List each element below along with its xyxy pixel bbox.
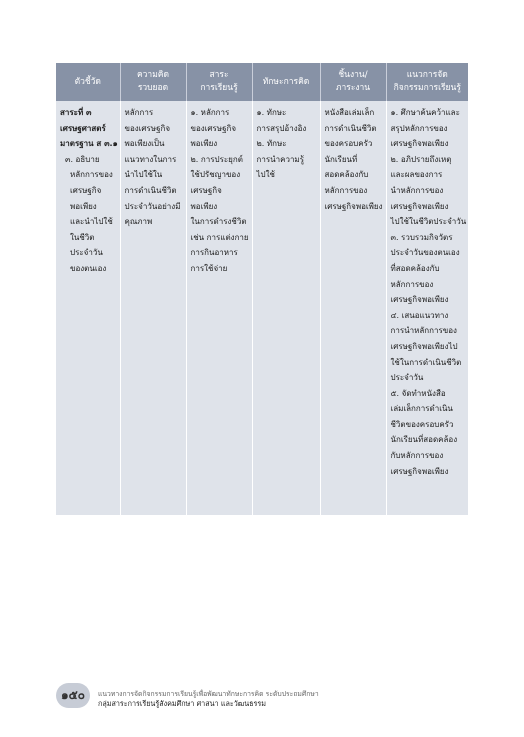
table-header-row (56, 63, 468, 101)
cell-line: ในการดำรงชีวิต (190, 217, 247, 227)
cell-line: นักเรียนที่สอดคล้อง (390, 435, 458, 445)
cell-workpiece (320, 101, 386, 515)
cell-line: นำไปใช้ใน (124, 170, 163, 180)
header-thinking-skill (252, 63, 320, 101)
cell-line: การดำเนินชีวิต (124, 185, 177, 195)
cell-line: พอเพียง (70, 201, 97, 211)
cell-line: ของตนเอง (70, 263, 107, 273)
cell-line: ประจำวันของตนเอง (390, 248, 460, 258)
cell-line: หลักการ (124, 108, 154, 117)
cell-line: การนำหลักการของ (390, 326, 457, 336)
cell-line: และผลของการ (390, 170, 443, 180)
cell-line: หลักการของ (324, 185, 368, 195)
cell-line: ๑. หลักการ (190, 108, 230, 117)
header-workpiece-line: ชิ้นงาน/ (338, 70, 368, 80)
cell-line: เศรษฐศาสตร์ (60, 123, 106, 133)
cell-line: เศรษฐกิจ (70, 185, 102, 195)
cell-line: เศรษฐกิจพอเพียง (324, 201, 383, 211)
cell-line: ๑. ทักษะ (256, 108, 287, 117)
cell-line: ใช้ปรัชญาของ (190, 170, 241, 180)
header-content-line: สาระ (209, 70, 229, 80)
header-activities-line: แนวการจัด (406, 70, 448, 80)
header-concept-line: ความคิด (136, 70, 170, 80)
cell-line: คุณภาพ (124, 217, 153, 227)
footer-subject-group: กลุ่มสาระการเรียนรู้สังคมศึกษา ศาสนา และวัฒนธรรม (98, 699, 267, 708)
cell-line: ไปใช้ (256, 170, 275, 180)
cell-line: นำหลักการของ (390, 185, 444, 195)
cell-line: ๒. อภิปรายถึงเหตุ (390, 154, 452, 164)
cell-line: กับหลักการของ (390, 451, 444, 461)
header-concept-line: รวบยอด (137, 83, 169, 93)
cell-line: ประจำวัน (70, 248, 103, 258)
cell-line: ๕. จัดทำหนังสือ (390, 388, 446, 398)
header-workpiece (320, 63, 386, 101)
cell-line: พอเพียงเป็น (124, 139, 165, 149)
cell-concept (120, 101, 186, 515)
table-row (56, 101, 468, 515)
cell-line: ชีวิตของครอบครัว (390, 419, 454, 429)
header-activities-line: กิจกรรมการเรียนรู้ (393, 83, 461, 93)
cell-line: เศรษฐกิจพอเพียง (390, 466, 449, 476)
cell-line: เศรษฐกิจพอเพียง (390, 295, 449, 305)
header-concept (120, 63, 186, 101)
cell-line: ประจำวัน (390, 373, 424, 383)
cell-line: ของเศรษฐกิจ (190, 123, 237, 133)
cell-line: เศรษฐกิจพอเพียง (390, 139, 449, 149)
cell-content (186, 101, 252, 515)
cell-line: การกินอาหาร (190, 248, 238, 258)
cell-line: หลักการของ (70, 170, 113, 180)
cell-line: และนำไปใช้ (70, 217, 113, 227)
cell-line: ของเศรษฐกิจ (124, 123, 171, 133)
cell-line: ๔. เสนอแนวทาง (390, 310, 449, 320)
cell-indicator (56, 101, 120, 515)
cell-line: หนังสือเล่มเล็ก (324, 108, 375, 117)
header-thinking-skill-line: ทักษะการคิด (262, 76, 310, 87)
cell-line: เศรษฐกิจพอเพียงไป (390, 341, 458, 351)
header-indicator (56, 63, 120, 101)
cell-line: แนวทางในการ (124, 154, 177, 164)
cell-line: ๓. อธิบาย (65, 154, 100, 164)
header-content-line: การเรียนรู้ (200, 83, 238, 93)
cell-line: ๓. รวบรวมกิจวัตร (390, 232, 453, 242)
cell-activities (386, 101, 468, 515)
cell-line: เช่น การแต่งกาย (190, 232, 249, 242)
cell-line: ๒. ทักษะ (256, 139, 287, 149)
cell-line: ๑. ศึกษาค้นคว้าและ (390, 108, 460, 117)
cell-line: สรุปหลักการของ (390, 123, 448, 133)
cell-thinking-skill (252, 101, 320, 515)
cell-line: สอดคล้องกับ (324, 170, 369, 180)
cell-line: ประจำวันอย่างมี (124, 201, 181, 211)
cell-line: สาระที่ ๓ (60, 108, 92, 117)
cell-line: ใช้ในการดำเนินชีวิต (390, 357, 462, 367)
cell-line: พอเพียง (190, 201, 218, 211)
cell-line: การใช้จ่าย (190, 263, 228, 273)
cell-line: การนำความรู้ (256, 154, 304, 164)
cell-line: ๒. การประยุกต์ (190, 154, 243, 164)
cell-line: ในชีวิต (70, 232, 95, 242)
curriculum-table (56, 63, 468, 515)
header-workpiece-line: ภาระงาน (335, 83, 371, 93)
cell-line: พอเพียง (190, 139, 218, 149)
cell-line: การดำเนินชีวิต (324, 123, 377, 133)
cell-line: เล่มเล็กการดำเนิน (390, 404, 453, 414)
cell-line: หลักการของ (390, 279, 434, 289)
cell-line: เศรษฐกิจ (190, 185, 222, 195)
cell-line: นักเรียนที่ (324, 154, 358, 164)
cell-line: เศรษฐกิจพอเพียง (390, 201, 449, 211)
header-activities (386, 63, 468, 101)
footer-book-title: แนวทางการจัดกิจกรรมการเรียนรู้เพื่อพัฒนาทักษะการคิด ระดับประถมศึกษา (98, 690, 319, 698)
header-indicator-line: ตัวชี้วัด (74, 76, 101, 87)
cell-line: ไปใช้ในชีวิตประจำวัน (390, 217, 467, 227)
cell-line: มาตรฐาน ส ๓.๑ (60, 139, 118, 149)
cell-line: ของครอบครัว (324, 139, 373, 149)
cell-line: ที่สอดคล้องกับ (390, 263, 440, 273)
cell-line: การสรุปอ้างอิง (256, 123, 307, 133)
page-number-badge: ๑๕๐ (56, 683, 90, 708)
header-content (186, 63, 252, 101)
